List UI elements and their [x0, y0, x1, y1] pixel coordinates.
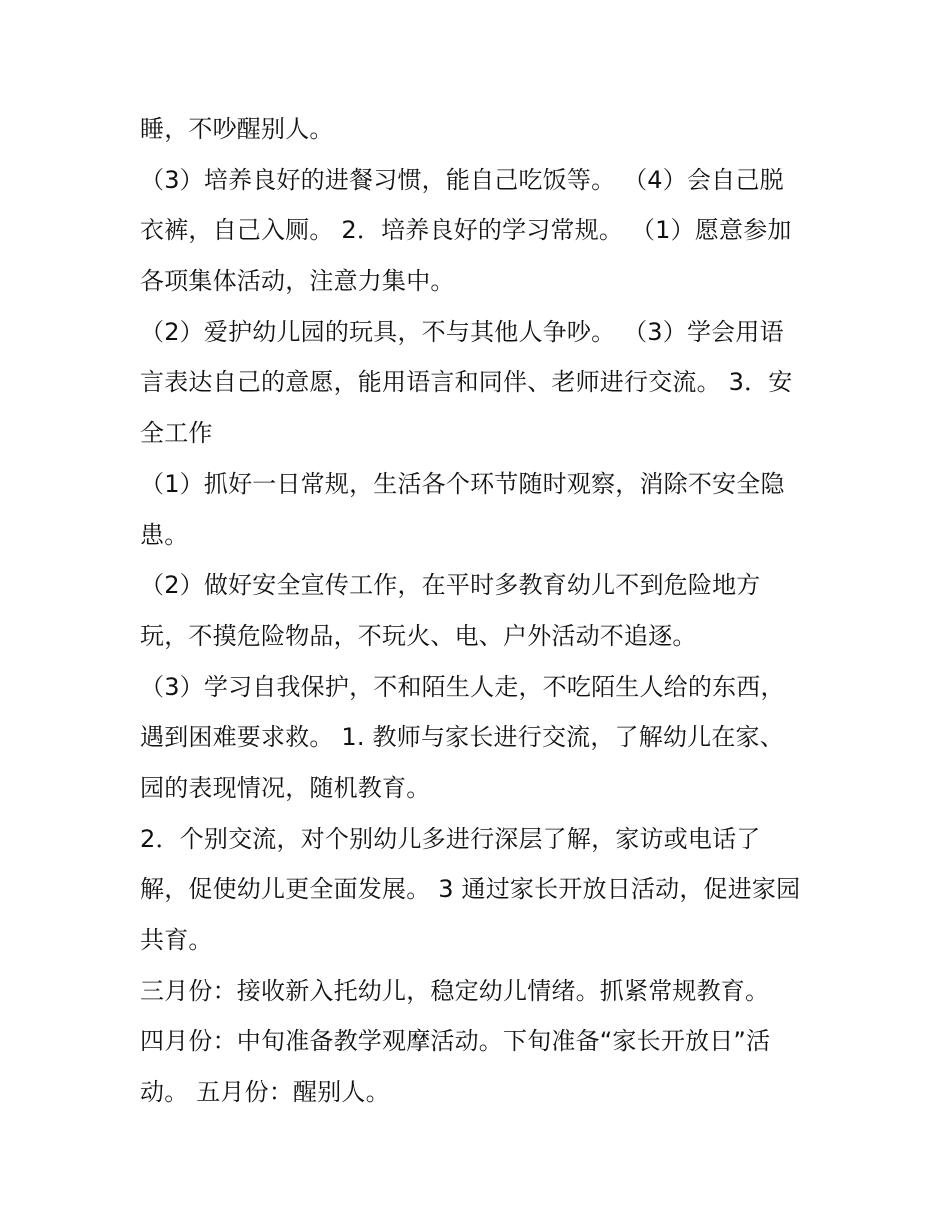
text-line: （1）抓好一日常规，生活各个环节随时观察，消除不安全隐 — [140, 469, 785, 498]
text-line: 言表达自己的意愿，能用语言和同伴、老师进行交流。 3．安 — [140, 368, 793, 397]
text-line: 动。 五月份：醒别人。 — [140, 1078, 390, 1107]
document-body — [140, 104, 820, 1118]
text-line: 园的表现情况，随机教育。 — [140, 773, 431, 802]
text-line: 各项集体活动，注意力集中。 — [140, 267, 455, 296]
text-line: 全工作 — [140, 419, 213, 448]
text-line: （3）学习自我保护，不和陌生人走，不吃陌生人给的东西， — [140, 672, 785, 701]
text-line: （2）做好安全宣传工作，在平时多教育幼儿不到危险地方 — [140, 571, 761, 600]
text-line: 共育。 — [140, 926, 213, 954]
text-line: 四月份：中旬准备教学观摩活动。下旬准备“家长开放日”活 — [140, 1027, 771, 1056]
text-line: 衣裤，自己入厕。 2．培养良好的学习常规。 （1）愿意参加 — [140, 216, 792, 245]
text-line: 2．个别交流，对个别幼儿多进行深层了解，家访或电话了 — [140, 824, 761, 853]
text-line: 遇到困难要求救。 1. 教师与家长进行交流，了解幼儿在家、 — [140, 723, 784, 752]
text-line: 三月份：接收新入托幼儿，稳定幼儿情绪。抓紧常规教育。 — [140, 976, 770, 1005]
text-line: 睡，不吵醒别人。 — [140, 115, 334, 143]
text-line: （3）培养良好的进餐习惯，能自己吃饭等。 （4）会自己脱 — [140, 165, 784, 194]
text-line: （2）爱护幼儿园的玩具，不与其他人争吵。 （3）学会用语 — [140, 317, 784, 346]
text-line: 玩，不摸危险物品，不玩火、电、户外活动不追逐。 — [140, 621, 697, 650]
text-line: 患。 — [140, 520, 189, 549]
text-line: 解，促使幼儿更全面发展。 3 通过家长开放日活动，促进家园 — [140, 875, 801, 904]
